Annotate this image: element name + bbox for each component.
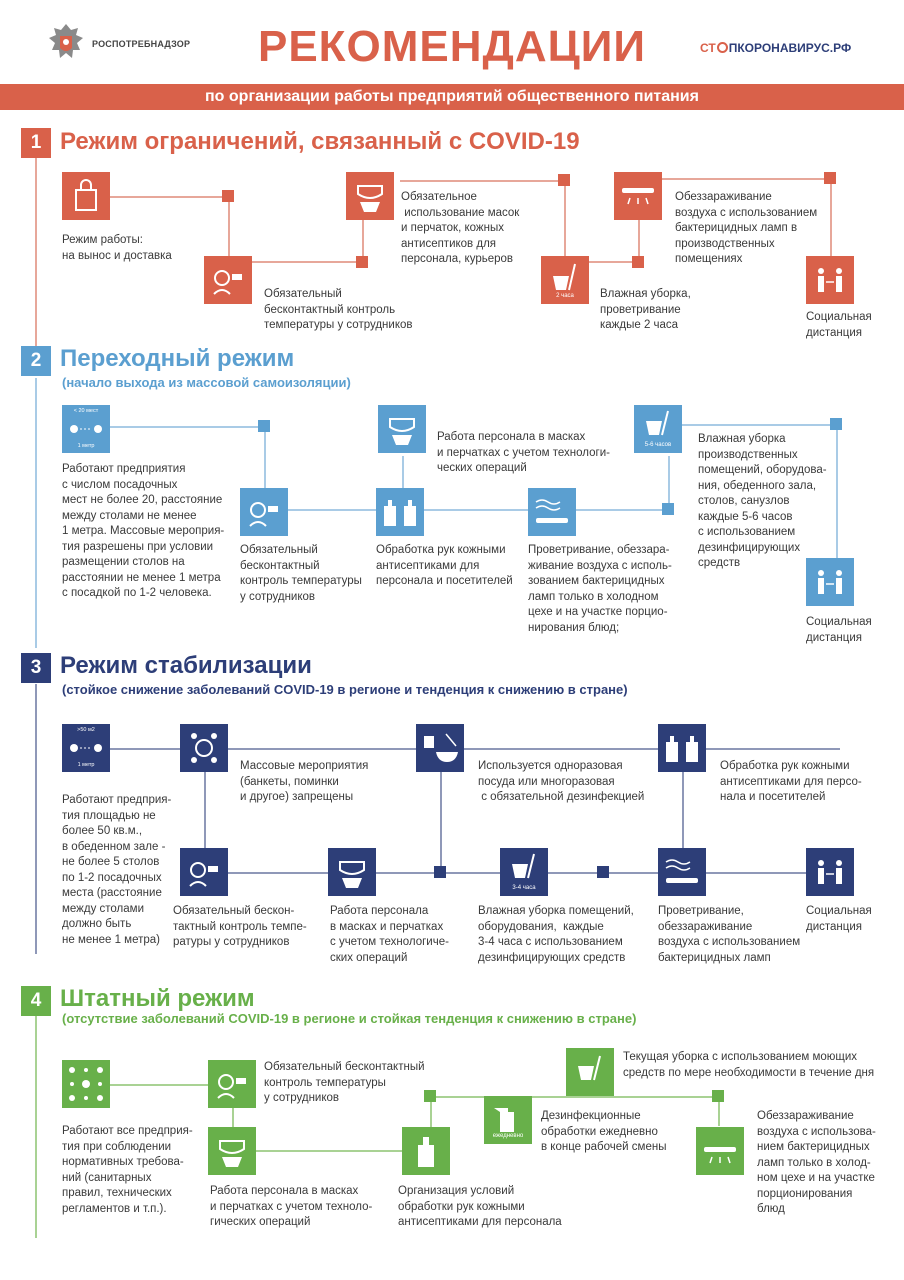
mask-gloves-icon (328, 848, 376, 896)
cleaning-icon (541, 256, 589, 304)
icon-label-top: >50 м2 (77, 727, 95, 733)
page-title: РЕКОМЕНДАЦИИ (257, 22, 647, 71)
social-distance-icon (806, 848, 854, 896)
item-text: Работа персонала в масках и перчатках с учетом техноло- гических операций (210, 1185, 373, 1228)
site-logo-part1: СТ (700, 41, 716, 55)
section-2-spine (35, 378, 37, 648)
connector (668, 456, 670, 510)
section-3-title: Режим стабилизации (60, 652, 312, 679)
item-text: Влажная уборка, проветривание каждые 2 часа (600, 288, 691, 331)
section-4-spine (35, 1016, 37, 1238)
item-text: Обязательный бесконтактный контроль температуры у сотрудников (240, 544, 362, 603)
connector (400, 180, 564, 182)
node-marker (632, 256, 644, 268)
connector (430, 1096, 718, 1098)
social-distance-icon (806, 256, 854, 304)
section-3-subtitle: (стойкое снижение заболеваний COVID-19 в регионе и тенденция к снижению в стране) (62, 682, 628, 697)
icon-label: 3-4 часа (512, 885, 536, 891)
sanitizer-icon (402, 1127, 450, 1175)
thermometer-icon (204, 256, 252, 304)
item-text: Работа персонала в масках и перчатках с учетом технологиче- ских операций (330, 905, 449, 964)
item-text: Обработка рук кожными антисептиками для персо- нала и посетителей (720, 760, 862, 803)
connector (586, 261, 638, 263)
connector (680, 424, 836, 426)
connector (256, 1150, 402, 1152)
node-marker (356, 256, 368, 268)
icon-label: ежедневно (492, 1133, 524, 1139)
item-text: Обязательный бескон- тактный контроль темпе- ратуры у сотрудников (173, 905, 307, 948)
section-1-spine (35, 158, 37, 348)
item-text: Обязательный бесконтактный контроль температуры у сотрудников (264, 288, 413, 331)
section-4-number: 4 (21, 986, 51, 1016)
connector (110, 196, 228, 198)
connector (110, 1084, 208, 1086)
item-text: Обязательное использование масок и перчаток, кожных антисептиков для персонала, курьеров (401, 191, 520, 265)
item-text: Проветривание, обеззара- живание воздуха с исполь- зованием бактерицидных ламп только в холодном цехе и на участке порцио- нирования блюд; (528, 544, 672, 634)
site-logo[interactable] (700, 41, 851, 55)
item-text: Дезинфекционные обработки ежедневно в конце рабочей смены (541, 1110, 667, 1153)
section-4-subtitle: (отсутствие заболеваний COVID-19 в регионе и стойкая тенденция к снижению в стране) (62, 1011, 637, 1026)
ventilation-icon (528, 488, 576, 536)
connector (564, 180, 566, 260)
connector (402, 456, 404, 490)
item-text: Влажная уборка помещений, оборудования, каждые 3-4 часа с использованием дезинфицирующих средств (478, 905, 634, 964)
org-name: РОСПОТРЕБНАДЗОР (92, 39, 191, 49)
item-text: Проветривание, обеззараживание воздуха с использованием бактерицидных ламп (658, 905, 801, 964)
node-marker (597, 866, 609, 878)
dishes-icon (416, 724, 464, 772)
item-text: Режим работы: на вынос и доставка (62, 234, 172, 262)
connector (252, 261, 362, 263)
connector (232, 1108, 234, 1128)
subtitle-banner: по организации работы предприятий общественного питания (0, 84, 904, 110)
mask-gloves-icon (208, 1127, 256, 1175)
connector (264, 426, 266, 488)
icon-label-bottom: 1 метр (77, 762, 95, 768)
sanitizer-icon (376, 488, 424, 536)
item-text: Обработка рук кожными антисептиками для персонала и посетителей (376, 544, 513, 587)
node-marker (662, 503, 674, 515)
connector (830, 178, 832, 258)
item-text: Работают предприя- тия площадью не более 50 кв.м., в обеденном зале - не более 5 столов по 1-2 посадочных места (расстояние между столами должно быть не менее 1 метра) (62, 794, 172, 946)
banquet-icon (180, 724, 228, 772)
item-text: Обеззараживание воздуха с использованием бактерицидных ламп в производственных помещениях (675, 191, 818, 265)
node-marker (824, 172, 836, 184)
item-text: Обеззараживание воздуха с использова- нием бактерицидных ламп только в холод- ном цехе и на участке порционирования блюд (757, 1110, 876, 1215)
sanitizer-icon (658, 724, 706, 772)
section-1-number: 1 (21, 128, 51, 158)
item-text: Работа персонала в масках и перчатках с учетом технологи- ческих операций (437, 431, 610, 474)
item-text: Работают все предприя- тия при соблюдении нормативных требова- ний (санитарных правил, технических регламентов и т.п.). (62, 1125, 193, 1215)
section-2-title: Переходный режим (60, 345, 295, 372)
uv-lamp-icon (614, 172, 662, 220)
section-2-subtitle: (начало выхода из массовой самоизоляции) (62, 375, 351, 390)
connector (836, 424, 838, 558)
mask-gloves-icon (378, 405, 426, 453)
node-marker (830, 418, 842, 430)
icon-label: 5-6 часов (644, 442, 672, 448)
item-text: Социальная дистанция (806, 616, 872, 644)
thermometer-icon (208, 1060, 256, 1108)
section-4-title: Штатный режим (60, 985, 255, 1012)
item-text: Организация условий обработки рук кожными антисептиками для персонала (398, 1185, 562, 1228)
item-text: Массовые мероприятия (банкеты, поминки и другое) запрещены (240, 760, 369, 803)
mask-gloves-icon (346, 172, 394, 220)
takeaway-bag-icon (62, 172, 110, 220)
connector (288, 509, 668, 511)
icon-label: 2 часа (556, 293, 574, 299)
section-3-spine (35, 684, 37, 954)
spray-icon (484, 1096, 532, 1144)
uv-lamp-icon (696, 1127, 744, 1175)
item-text: Влажная уборка производственных помещений, оборудова- ния, обеденного зала, столов, санузлов каждые 5-6 часов с использованием дезинфицирующих средств (698, 433, 827, 569)
node-marker (424, 1090, 436, 1102)
network-icon (62, 1060, 110, 1108)
icon-label-top: < 20 мест (73, 408, 99, 414)
social-distance-icon (806, 558, 854, 606)
item-text: Работают предприятия с числом посадочных мест не более 20, расстояние между столами не менее 1 метра. Массовые мероприя- тия разрешены при условии размещении столов на расстоянии не менее 1 метра с посадкой по 1-2 человека. (62, 463, 225, 599)
site-logo-part2: ПКОРОНАВИРУС.РФ (728, 41, 852, 55)
ventilation-icon (658, 848, 706, 896)
tables-distance-icon (62, 724, 110, 772)
item-text: Используется одноразовая посуда или многоразовая с обязательной дезинфекцией (478, 760, 645, 803)
cleaning-icon (634, 405, 682, 453)
section-1-title: Режим ограничений, связанный с COVID-19 (60, 128, 580, 155)
item-text: Обязательный бесконтактный контроль температуры у сотрудников (264, 1061, 425, 1104)
item-text: Текущая уборка с использованием моющих средств по мере необходимости в течение дня (623, 1051, 875, 1079)
icon-label-bottom: 1 метр (77, 443, 95, 449)
item-text: Социальная дистанция (806, 311, 872, 339)
section-2-number: 2 (21, 346, 51, 376)
section-3-number: 3 (21, 653, 51, 683)
tables-distance-icon (62, 405, 110, 453)
node-marker (712, 1090, 724, 1102)
node-marker (434, 866, 446, 878)
item-text: Социальная дистанция (806, 905, 872, 933)
node-marker (222, 190, 234, 202)
cleaning-icon (500, 848, 548, 896)
node-marker (558, 174, 570, 186)
node-marker (258, 420, 270, 432)
connector (110, 426, 264, 428)
virus-icon (717, 42, 728, 53)
connector (660, 178, 830, 180)
thermometer-icon (180, 848, 228, 896)
thermometer-icon (240, 488, 288, 536)
cleaning-icon (566, 1048, 614, 1096)
